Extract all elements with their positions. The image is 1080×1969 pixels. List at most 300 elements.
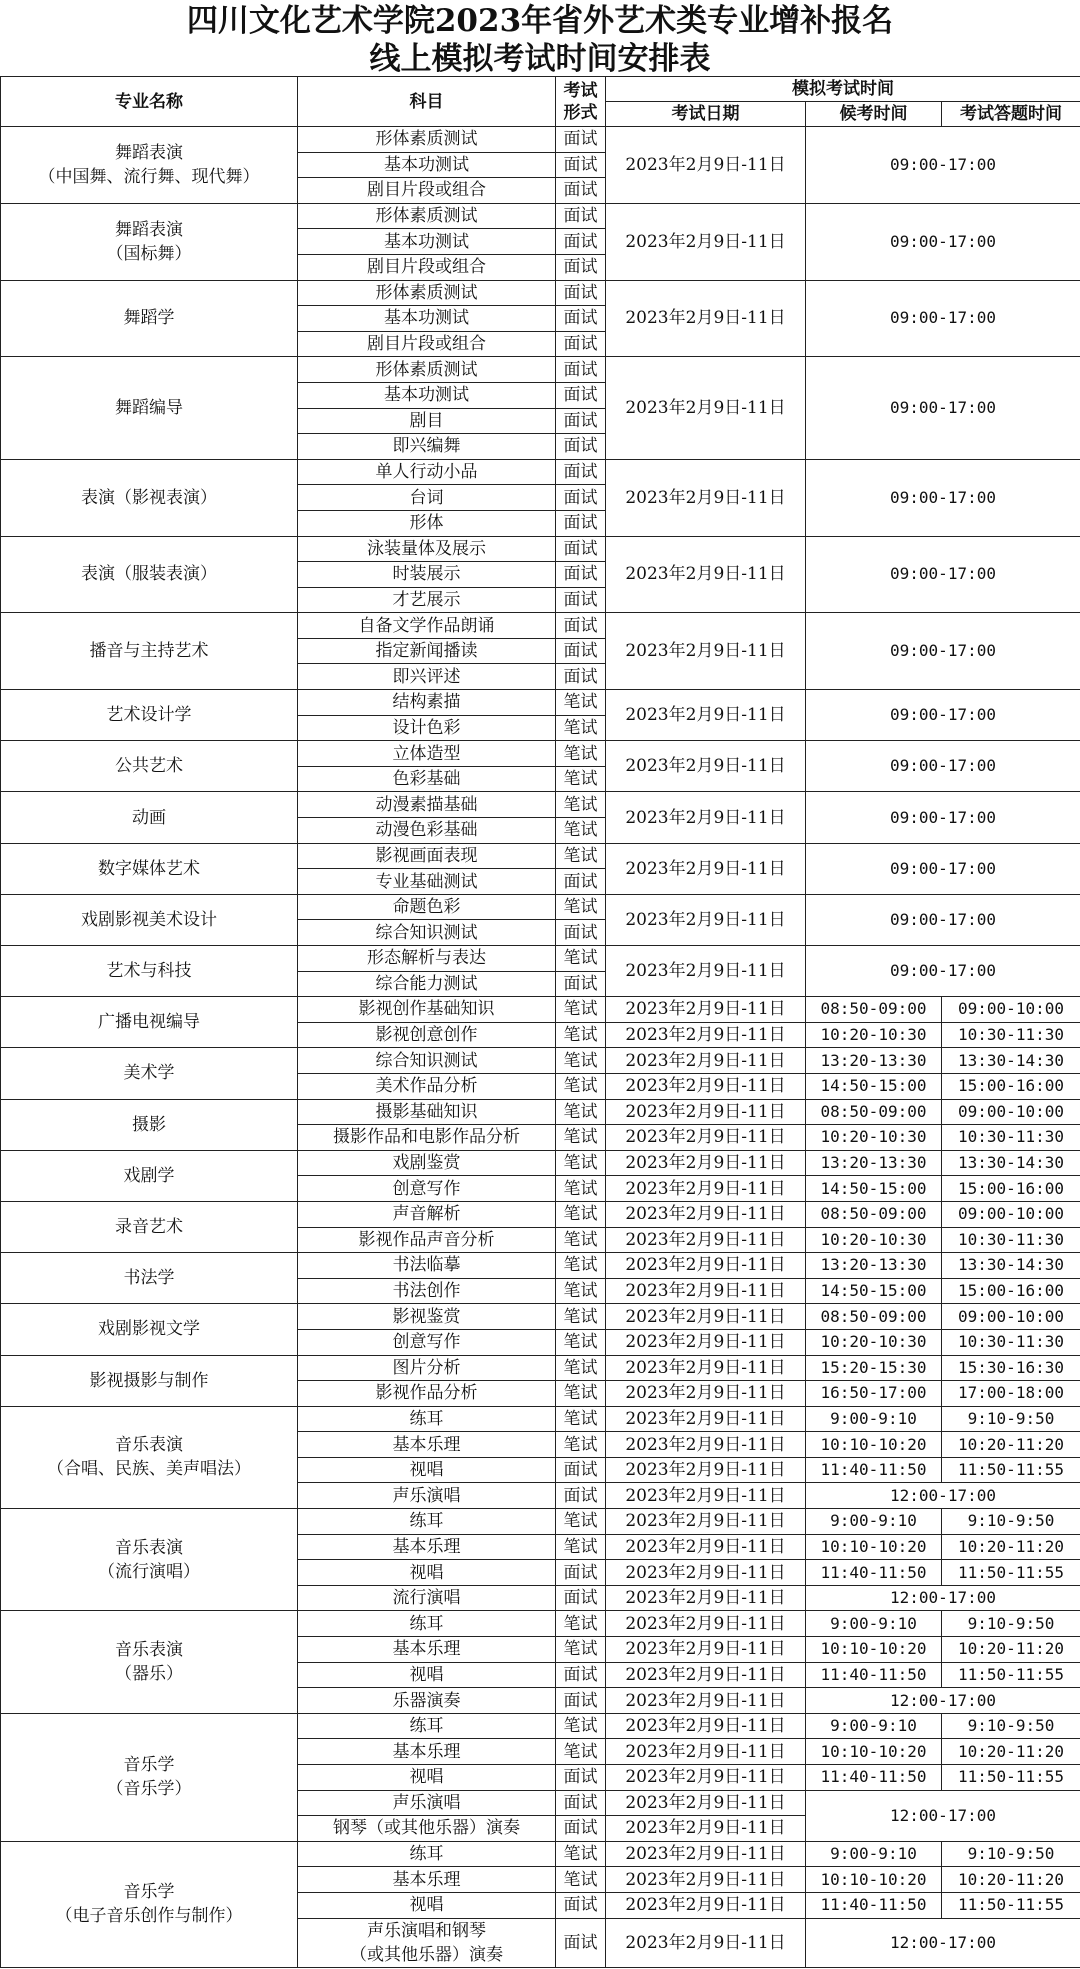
exam-form-cell: 笔试 — [556, 946, 606, 972]
exam-date-cell: 2023年2月9日-11日 — [606, 1713, 806, 1739]
exam-date-cell: 2023年2月9日-11日 — [606, 1278, 806, 1304]
exam-date-cell: 2023年2月9日-11日 — [606, 1790, 806, 1816]
exam-date-cell: 2023年2月9日-11日 — [606, 1125, 806, 1151]
subject-cell: 影视作品分析 — [298, 1381, 556, 1407]
subject-cell: 综合知识测试 — [298, 1048, 556, 1074]
table-row — [1, 1201, 1080, 1227]
exam-form-cell: 面试 — [556, 536, 606, 562]
answer-time-cell: 09:00-10:00 — [942, 1304, 1080, 1330]
subject-cell: 基本乐理 — [298, 1534, 556, 1560]
subject-cell: 基本乐理 — [298, 1739, 556, 1765]
exam-time-merged: 09:00-17:00 — [806, 536, 1080, 613]
subject-cell: 设计色彩 — [298, 715, 556, 741]
wait-time-cell: 9:00-9:10 — [806, 1611, 942, 1637]
exam-form-cell: 笔试 — [556, 1304, 606, 1330]
major-name: 舞蹈表演 （中国舞、流行舞、现代舞） — [1, 127, 298, 204]
exam-form-cell: 面试 — [556, 178, 606, 204]
exam-form-cell: 面试 — [556, 357, 606, 383]
major-name: 公共艺术 — [1, 741, 298, 792]
subject-cell: 剧目片段或组合 — [298, 254, 556, 280]
answer-time-cell: 11:50-11:55 — [942, 1765, 1080, 1791]
wait-time-cell: 11:40-11:50 — [806, 1662, 942, 1688]
answer-time-cell: 11:50-11:55 — [942, 1560, 1080, 1586]
exam-date-cell: 2023年2月9日-11日 — [606, 1585, 806, 1611]
exam-time-merged: 09:00-17:00 — [806, 357, 1080, 459]
answer-time-cell: 10:30-11:30 — [942, 1227, 1080, 1253]
exam-form-cell: 笔试 — [556, 1534, 606, 1560]
exam-form-cell: 面试 — [556, 127, 606, 153]
major-name: 戏剧学 — [1, 1150, 298, 1201]
table-row — [1, 203, 1080, 229]
exam-form-cell: 面试 — [556, 1585, 606, 1611]
exam-form-cell: 面试 — [556, 613, 606, 639]
exam-date-cell: 2023年2月9日-11日 — [606, 1329, 806, 1355]
answer-time-cell: 17:00-18:00 — [942, 1381, 1080, 1407]
exam-date-cell: 2023年2月9日-11日 — [606, 946, 806, 997]
major-name: 美术学 — [1, 1048, 298, 1099]
exam-form-cell: 笔试 — [556, 1637, 606, 1663]
table-row — [1, 741, 1080, 767]
exam-form-cell: 面试 — [556, 1816, 606, 1842]
subject-cell: 形体素质测试 — [298, 280, 556, 306]
header-answer: 考试答题时间 — [942, 102, 1080, 127]
wait-time-cell: 11:40-11:50 — [806, 1560, 942, 1586]
exam-form-cell: 笔试 — [556, 1099, 606, 1125]
exam-date-cell: 2023年2月9日-11日 — [606, 280, 806, 357]
subject-cell: 视唱 — [298, 1560, 556, 1586]
subject-cell: 练耳 — [298, 1713, 556, 1739]
subject-cell: 钢琴（或其他乐器）演奏 — [298, 1816, 556, 1842]
exam-form-cell: 笔试 — [556, 1713, 606, 1739]
wait-time-cell: 14:50-15:00 — [806, 1073, 942, 1099]
subject-cell: 泳装量体及展示 — [298, 536, 556, 562]
major-name: 艺术与科技 — [1, 946, 298, 997]
subject-cell: 声乐演唱 — [298, 1790, 556, 1816]
answer-time-cell: 10:20-11:20 — [942, 1867, 1080, 1893]
exam-date-cell: 2023年2月9日-11日 — [606, 1304, 806, 1330]
exam-form-cell: 笔试 — [556, 1406, 606, 1432]
subject-cell: 才艺展示 — [298, 587, 556, 613]
exam-date-cell: 2023年2月9日-11日 — [606, 1432, 806, 1458]
exam-form-cell: 面试 — [556, 382, 606, 408]
exam-form-cell: 面试 — [556, 1457, 606, 1483]
exam-form-cell: 笔试 — [556, 715, 606, 741]
wait-time-cell: 9:00-9:10 — [806, 1406, 942, 1432]
major-name: 舞蹈编导 — [1, 357, 298, 459]
exam-date-cell: 2023年2月9日-11日 — [606, 1150, 806, 1176]
exam-form-cell: 面试 — [556, 280, 606, 306]
subject-cell: 动漫色彩基础 — [298, 818, 556, 844]
subject-cell: 基本功测试 — [298, 382, 556, 408]
exam-date-cell: 2023年2月9日-11日 — [606, 357, 806, 459]
exam-date-cell: 2023年2月9日-11日 — [606, 613, 806, 690]
exam-form-cell: 面试 — [556, 920, 606, 946]
subject-cell: 影视创作基础知识 — [298, 997, 556, 1023]
exam-form-cell: 笔试 — [556, 1227, 606, 1253]
exam-form-cell: 笔试 — [556, 1048, 606, 1074]
exam-form-cell: 笔试 — [556, 766, 606, 792]
exam-form-cell: 面试 — [556, 638, 606, 664]
subject-cell: 动漫素描基础 — [298, 792, 556, 818]
wait-time-cell: 08:50-09:00 — [806, 1201, 942, 1227]
subject-cell: 影视鉴赏 — [298, 1304, 556, 1330]
table-row — [1, 1150, 1080, 1176]
exam-date-cell: 2023年2月9日-11日 — [606, 1099, 806, 1125]
subject-cell: 影视画面表现 — [298, 843, 556, 869]
major-name: 舞蹈学 — [1, 280, 298, 357]
subject-cell: 基本功测试 — [298, 306, 556, 332]
subject-cell: 美术作品分析 — [298, 1073, 556, 1099]
exam-date-cell: 2023年2月9日-11日 — [606, 536, 806, 613]
table-row — [1, 1048, 1080, 1074]
exam-form-cell: 面试 — [556, 1918, 606, 1967]
subject-cell: 综合能力测试 — [298, 971, 556, 997]
wait-time-cell: 14:50-15:00 — [806, 1176, 942, 1202]
subject-cell: 乐器演奏 — [298, 1688, 556, 1714]
subject-cell: 声音解析 — [298, 1201, 556, 1227]
exam-date-cell: 2023年2月9日-11日 — [606, 1662, 806, 1688]
exam-form-cell: 笔试 — [556, 843, 606, 869]
answer-time-cell: 15:00-16:00 — [942, 1278, 1080, 1304]
header-form: 考试 形式 — [556, 77, 606, 127]
exam-date-cell: 2023年2月9日-11日 — [606, 1816, 806, 1842]
exam-form-cell: 面试 — [556, 971, 606, 997]
major-name: 舞蹈表演 （国标舞） — [1, 203, 298, 280]
exam-date-cell: 2023年2月9日-11日 — [606, 1892, 806, 1918]
subject-cell: 综合知识测试 — [298, 920, 556, 946]
exam-form-cell: 面试 — [556, 408, 606, 434]
subject-cell: 摄影基础知识 — [298, 1099, 556, 1125]
subject-cell: 自备文学作品朗诵 — [298, 613, 556, 639]
wait-time-cell: 11:40-11:50 — [806, 1457, 942, 1483]
table-row — [1, 1406, 1080, 1432]
table-row — [1, 1099, 1080, 1125]
exam-time-merged: 09:00-17:00 — [806, 459, 1080, 536]
answer-time-cell: 13:30-14:30 — [942, 1253, 1080, 1279]
wait-time-cell: 10:20-10:30 — [806, 1227, 942, 1253]
answer-time-cell: 9:10-9:50 — [942, 1713, 1080, 1739]
subject-cell: 色彩基础 — [298, 766, 556, 792]
exam-form-cell: 笔试 — [556, 1278, 606, 1304]
exam-form-cell: 面试 — [556, 1790, 606, 1816]
table-row — [1, 690, 1080, 716]
exam-time-merged: 09:00-17:00 — [806, 203, 1080, 280]
major-name: 数字媒体艺术 — [1, 843, 298, 894]
subject-cell: 形体 — [298, 510, 556, 536]
subject-cell: 书法临摹 — [298, 1253, 556, 1279]
subject-cell: 基本功测试 — [298, 152, 556, 178]
exam-date-cell: 2023年2月9日-11日 — [606, 127, 806, 204]
major-name: 书法学 — [1, 1253, 298, 1304]
wait-time-cell: 08:50-09:00 — [806, 997, 942, 1023]
subject-cell: 形体素质测试 — [298, 127, 556, 153]
subject-cell: 摄影作品和电影作品分析 — [298, 1125, 556, 1151]
wait-time-cell: 11:40-11:50 — [806, 1765, 942, 1791]
exam-form-cell: 笔试 — [556, 1739, 606, 1765]
exam-form-cell: 笔试 — [556, 1150, 606, 1176]
exam-date-cell: 2023年2月9日-11日 — [606, 1918, 806, 1967]
wait-time-cell: 9:00-9:10 — [806, 1841, 942, 1867]
exam-form-cell: 笔试 — [556, 792, 606, 818]
schedule-table — [0, 76, 1080, 1968]
subject-cell: 剧目片段或组合 — [298, 178, 556, 204]
exam-time-merged: 12:00-17:00 — [806, 1688, 1080, 1714]
exam-time-merged: 09:00-17:00 — [806, 894, 1080, 945]
major-name: 音乐表演 （流行演唱） — [1, 1509, 298, 1611]
major-name: 艺术设计学 — [1, 690, 298, 741]
table-row — [1, 894, 1080, 920]
subject-cell: 视唱 — [298, 1457, 556, 1483]
exam-form-cell: 笔试 — [556, 1841, 606, 1867]
wait-time-cell: 10:10-10:20 — [806, 1637, 942, 1663]
header-major: 专业名称 — [1, 77, 298, 127]
exam-date-cell: 2023年2月9日-11日 — [606, 792, 806, 843]
exam-form-cell: 笔试 — [556, 1867, 606, 1893]
subject-cell: 影视作品声音分析 — [298, 1227, 556, 1253]
table-row — [1, 946, 1080, 972]
exam-form-cell: 面试 — [556, 152, 606, 178]
table-row — [1, 357, 1080, 383]
exam-form-cell: 笔试 — [556, 741, 606, 767]
exam-date-cell: 2023年2月9日-11日 — [606, 1073, 806, 1099]
wait-time-cell: 10:10-10:20 — [806, 1867, 942, 1893]
major-name: 表演（服装表演） — [1, 536, 298, 613]
answer-time-cell: 09:00-10:00 — [942, 997, 1080, 1023]
answer-time-cell: 9:10-9:50 — [942, 1509, 1080, 1535]
exam-form-cell: 笔试 — [556, 1176, 606, 1202]
answer-time-cell: 10:20-11:20 — [942, 1534, 1080, 1560]
exam-form-cell: 面试 — [556, 254, 606, 280]
exam-date-cell: 2023年2月9日-11日 — [606, 203, 806, 280]
answer-time-cell: 13:30-14:30 — [942, 1048, 1080, 1074]
exam-date-cell: 2023年2月9日-11日 — [606, 1483, 806, 1509]
subject-cell: 练耳 — [298, 1509, 556, 1535]
wait-time-cell: 16:50-17:00 — [806, 1381, 942, 1407]
table-row — [1, 792, 1080, 818]
answer-time-cell: 11:50-11:55 — [942, 1662, 1080, 1688]
subject-cell: 立体造型 — [298, 741, 556, 767]
table-row — [1, 1253, 1080, 1279]
answer-time-cell: 15:00-16:00 — [942, 1176, 1080, 1202]
wait-time-cell: 10:10-10:20 — [806, 1739, 942, 1765]
exam-date-cell: 2023年2月9日-11日 — [606, 894, 806, 945]
exam-time-merged: 12:00-17:00 — [806, 1918, 1080, 1967]
table-row — [1, 127, 1080, 153]
wait-time-cell: 14:50-15:00 — [806, 1278, 942, 1304]
answer-time-cell: 10:20-11:20 — [942, 1739, 1080, 1765]
exam-date-cell: 2023年2月9日-11日 — [606, 1560, 806, 1586]
exam-date-cell: 2023年2月9日-11日 — [606, 1355, 806, 1381]
exam-form-cell: 笔试 — [556, 1509, 606, 1535]
document-title-line2: 线上模拟考试时间安排表 — [369, 41, 711, 77]
table-row — [1, 997, 1080, 1023]
exam-form-cell: 笔试 — [556, 1125, 606, 1151]
wait-time-cell: 15:20-15:30 — [806, 1355, 942, 1381]
exam-form-cell: 面试 — [556, 434, 606, 460]
wait-time-cell: 10:20-10:30 — [806, 1329, 942, 1355]
subject-cell: 形态解析与表达 — [298, 946, 556, 972]
answer-time-cell: 11:50-11:55 — [942, 1457, 1080, 1483]
exam-form-cell: 笔试 — [556, 690, 606, 716]
exam-time-merged: 09:00-17:00 — [806, 280, 1080, 357]
subject-cell: 声乐演唱 — [298, 1483, 556, 1509]
wait-time-cell: 13:20-13:30 — [806, 1150, 942, 1176]
exam-date-cell: 2023年2月9日-11日 — [606, 1201, 806, 1227]
table-row — [1, 1713, 1080, 1739]
wait-time-cell: 9:00-9:10 — [806, 1713, 942, 1739]
wait-time-cell: 08:50-09:00 — [806, 1304, 942, 1330]
major-name: 动画 — [1, 792, 298, 843]
subject-cell: 视唱 — [298, 1765, 556, 1791]
subject-cell: 影视创意创作 — [298, 1022, 556, 1048]
wait-time-cell: 10:10-10:20 — [806, 1534, 942, 1560]
table-row — [1, 1509, 1080, 1535]
exam-time-merged: 12:00-17:00 — [806, 1585, 1080, 1611]
subject-cell: 剧目 — [298, 408, 556, 434]
exam-time-merged: 09:00-17:00 — [806, 741, 1080, 792]
exam-form-cell: 笔试 — [556, 1381, 606, 1407]
exam-form-cell: 面试 — [556, 1688, 606, 1714]
document-title-line1: 四川文化艺术学院2023年省外艺术类专业增补报名 — [186, 3, 894, 39]
major-name: 戏剧影视文学 — [1, 1304, 298, 1355]
exam-form-cell: 面试 — [556, 562, 606, 588]
exam-time-merged: 09:00-17:00 — [806, 946, 1080, 997]
answer-time-cell: 11:50-11:55 — [942, 1892, 1080, 1918]
subject-cell: 流行演唱 — [298, 1585, 556, 1611]
major-name: 戏剧影视美术设计 — [1, 894, 298, 945]
answer-time-cell: 15:00-16:00 — [942, 1073, 1080, 1099]
exam-time-merged: 09:00-17:00 — [806, 690, 1080, 741]
answer-time-cell: 13:30-14:30 — [942, 1150, 1080, 1176]
table-header — [1, 77, 1080, 127]
exam-date-cell: 2023年2月9日-11日 — [606, 1841, 806, 1867]
major-name: 表演（影视表演） — [1, 459, 298, 536]
subject-cell: 基本功测试 — [298, 229, 556, 255]
exam-date-cell: 2023年2月9日-11日 — [606, 1176, 806, 1202]
subject-cell: 单人行动小品 — [298, 459, 556, 485]
wait-time-cell: 08:50-09:00 — [806, 1099, 942, 1125]
subject-cell: 基本乐理 — [298, 1432, 556, 1458]
exam-date-cell: 2023年2月9日-11日 — [606, 1381, 806, 1407]
header-date: 考试日期 — [606, 102, 806, 127]
header-mock-time: 模拟考试时间 — [606, 77, 1080, 102]
answer-time-cell: 10:30-11:30 — [942, 1022, 1080, 1048]
exam-date-cell: 2023年2月9日-11日 — [606, 459, 806, 536]
wait-time-cell: 13:20-13:30 — [806, 1048, 942, 1074]
exam-date-cell: 2023年2月9日-11日 — [606, 741, 806, 792]
table-row — [1, 843, 1080, 869]
subject-cell: 形体素质测试 — [298, 203, 556, 229]
exam-form-cell: 笔试 — [556, 997, 606, 1023]
exam-form-cell: 面试 — [556, 1765, 606, 1791]
exam-date-cell: 2023年2月9日-11日 — [606, 1688, 806, 1714]
subject-cell: 结构素描 — [298, 690, 556, 716]
subject-cell: 专业基础测试 — [298, 869, 556, 895]
subject-cell: 练耳 — [298, 1841, 556, 1867]
major-name: 音乐学 （电子音乐创作与制作） — [1, 1841, 298, 1967]
answer-time-cell: 10:20-11:20 — [942, 1637, 1080, 1663]
exam-date-cell: 2023年2月9日-11日 — [606, 1611, 806, 1637]
exam-date-cell: 2023年2月9日-11日 — [606, 1227, 806, 1253]
exam-time-merged: 09:00-17:00 — [806, 843, 1080, 894]
answer-time-cell: 9:10-9:50 — [942, 1841, 1080, 1867]
exam-time-merged: 09:00-17:00 — [806, 613, 1080, 690]
subject-cell: 视唱 — [298, 1892, 556, 1918]
subject-cell: 视唱 — [298, 1662, 556, 1688]
table-row — [1, 613, 1080, 639]
major-name: 影视摄影与制作 — [1, 1355, 298, 1406]
subject-cell: 练耳 — [298, 1611, 556, 1637]
exam-time-merged: 12:00-17:00 — [806, 1790, 1080, 1841]
answer-time-cell: 09:00-10:00 — [942, 1201, 1080, 1227]
exam-form-cell: 笔试 — [556, 1022, 606, 1048]
subject-cell: 时装展示 — [298, 562, 556, 588]
answer-time-cell: 10:30-11:30 — [942, 1329, 1080, 1355]
exam-form-cell: 面试 — [556, 485, 606, 511]
subject-cell: 图片分析 — [298, 1355, 556, 1381]
exam-form-cell: 笔试 — [556, 1355, 606, 1381]
exam-date-cell: 2023年2月9日-11日 — [606, 1048, 806, 1074]
exam-form-cell: 面试 — [556, 587, 606, 613]
subject-cell: 基本乐理 — [298, 1867, 556, 1893]
header-subject: 科目 — [298, 77, 556, 127]
major-name: 广播电视编导 — [1, 997, 298, 1048]
exam-date-cell: 2023年2月9日-11日 — [606, 1509, 806, 1535]
exam-time-merged: 12:00-17:00 — [806, 1483, 1080, 1509]
exam-date-cell: 2023年2月9日-11日 — [606, 1457, 806, 1483]
subject-cell: 练耳 — [298, 1406, 556, 1432]
exam-form-cell: 面试 — [556, 229, 606, 255]
exam-form-cell: 笔试 — [556, 1073, 606, 1099]
exam-form-cell: 笔试 — [556, 1611, 606, 1637]
exam-form-cell: 笔试 — [556, 818, 606, 844]
wait-time-cell: 10:10-10:20 — [806, 1432, 942, 1458]
exam-form-cell: 面试 — [556, 1892, 606, 1918]
exam-form-cell: 笔试 — [556, 1201, 606, 1227]
major-name: 音乐表演 （器乐） — [1, 1611, 298, 1713]
subject-cell: 创意写作 — [298, 1176, 556, 1202]
exam-form-cell: 笔试 — [556, 1432, 606, 1458]
table-row — [1, 1841, 1080, 1867]
subject-cell: 基本乐理 — [298, 1637, 556, 1663]
table-row — [1, 280, 1080, 306]
wait-time-cell: 11:40-11:50 — [806, 1892, 942, 1918]
table-row — [1, 1304, 1080, 1330]
exam-form-cell: 面试 — [556, 1483, 606, 1509]
major-name: 摄影 — [1, 1099, 298, 1150]
answer-time-cell: 09:00-10:00 — [942, 1099, 1080, 1125]
exam-form-cell: 笔试 — [556, 1329, 606, 1355]
table-row — [1, 1611, 1080, 1637]
exam-date-cell: 2023年2月9日-11日 — [606, 1637, 806, 1663]
subject-cell: 声乐演唱和钢琴 （或其他乐器）演奏 — [298, 1918, 556, 1967]
subject-cell: 台词 — [298, 485, 556, 511]
table-row — [1, 459, 1080, 485]
exam-time-merged: 09:00-17:00 — [806, 792, 1080, 843]
table-body — [1, 127, 1080, 1968]
major-name: 音乐表演 （合唱、民族、美声唱法） — [1, 1406, 298, 1508]
major-name: 播音与主持艺术 — [1, 613, 298, 690]
subject-cell: 命题色彩 — [298, 894, 556, 920]
wait-time-cell: 10:20-10:30 — [806, 1125, 942, 1151]
exam-date-cell: 2023年2月9日-11日 — [606, 1534, 806, 1560]
table-row — [1, 536, 1080, 562]
exam-form-cell: 面试 — [556, 459, 606, 485]
exam-date-cell: 2023年2月9日-11日 — [606, 1253, 806, 1279]
exam-form-cell: 面试 — [556, 510, 606, 536]
answer-time-cell: 10:20-11:20 — [942, 1432, 1080, 1458]
subject-cell: 书法创作 — [298, 1278, 556, 1304]
